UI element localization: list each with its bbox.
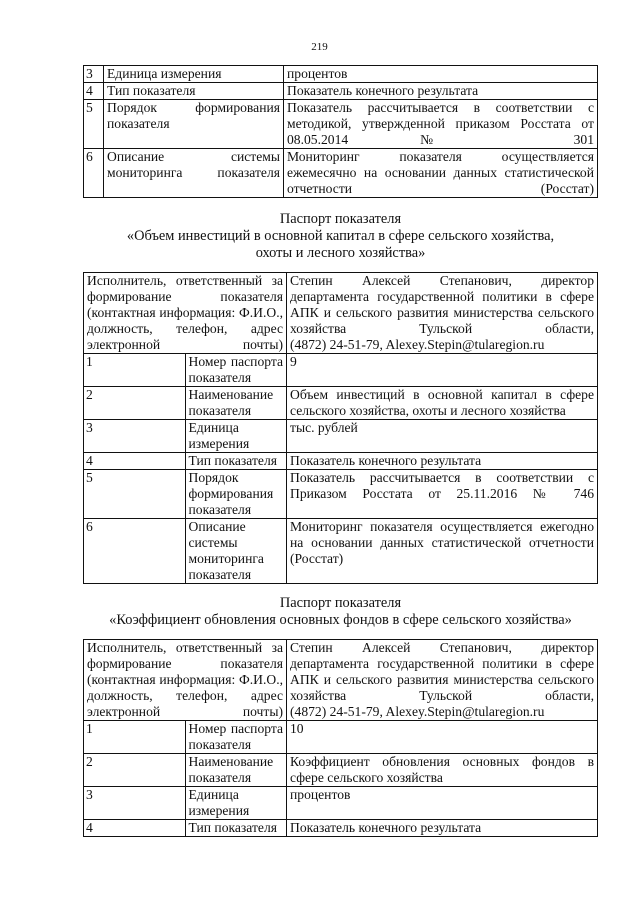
executor-contact: (4872) 24-51-79, Alexey.Stepin@tularegion.ru <box>290 337 545 352</box>
table-row <box>84 787 598 820</box>
row-number: 2 <box>84 387 186 420</box>
table-row <box>84 519 598 584</box>
row-value: Показатель конечного результата <box>287 820 598 837</box>
executor-label: Исполнитель, ответственный за формирование показателя (контактная информация: Ф.И.О., должность, телефон, адрес электронной почты) <box>84 273 287 354</box>
passport-9-heading <box>83 211 598 262</box>
table-row <box>84 83 598 100</box>
row-label: Единица измерения <box>185 787 287 820</box>
passport-9-table <box>83 272 598 584</box>
row-label: Порядок формирования показателя <box>185 470 287 519</box>
heading-line: «Объем инвестиций в основной капитал в сфере сельского хозяйства, <box>126 228 555 244</box>
table-row <box>84 754 598 787</box>
row-value: 9 <box>287 354 598 387</box>
executor-name: Степин Алексей Степанович, директор департамента государственной политики в сфере АПК и сельского развития министерства сельского хозяйства Тульской области, <box>290 640 594 703</box>
row-label: Номер паспорта показателя <box>185 721 287 754</box>
row-label: Описание системы мониторинга показателя <box>185 519 287 584</box>
executor-value <box>287 640 598 721</box>
table-row <box>84 387 598 420</box>
row-number: 6 <box>84 519 186 584</box>
row-label: Тип показателя <box>185 820 287 837</box>
row-label: Описание системы мониторинга показателя <box>104 149 284 198</box>
row-label: Единица измерения <box>185 420 287 453</box>
table-row <box>84 820 598 837</box>
row-value: процентов <box>284 66 598 83</box>
row-value: Мониторинг показателя осуществляется ежемесячно на основании данных статистической отчетности (Росстат) <box>284 149 598 198</box>
passport-10-table <box>83 639 598 837</box>
row-number: 1 <box>84 354 186 387</box>
table-row <box>84 470 598 519</box>
row-value: Объем инвестиций в основной капитал в сфере сельского хозяйства, охоты и лесного хозяйства <box>287 387 598 420</box>
row-label: Тип показателя <box>185 453 287 470</box>
row-number: 3 <box>84 66 104 83</box>
table-row <box>84 66 598 83</box>
row-number: 3 <box>84 787 186 820</box>
row-value: Мониторинг показателя осуществляется ежегодно на основании данных статистической отчетности (Росстат) <box>287 519 598 584</box>
row-number: 5 <box>84 470 186 519</box>
row-value: процентов <box>287 787 598 820</box>
row-label: Порядок формирования показателя <box>104 100 284 149</box>
heading-line: охоты и лесного хозяйства» <box>255 245 426 261</box>
row-number: 6 <box>84 149 104 198</box>
table-row <box>84 420 598 453</box>
row-value: Показатель конечного результата <box>284 83 598 100</box>
row-number: 4 <box>84 83 104 100</box>
executor-label: Исполнитель, ответственный за формирование показателя (контактная информация: Ф.И.О., должность, телефон, адрес электронной почты) <box>84 640 287 721</box>
row-number: 1 <box>84 721 186 754</box>
table-row <box>84 149 598 198</box>
executor-row <box>84 273 598 354</box>
row-value: 10 <box>287 721 598 754</box>
row-label: Единица измерения <box>104 66 284 83</box>
heading-line: Паспорт показателя <box>279 595 402 611</box>
row-label: Наименование показателя <box>185 754 287 787</box>
row-value: Коэффициент обновления основных фондов в сфере сельского хозяйства <box>287 754 598 787</box>
first-table <box>83 65 598 198</box>
heading-line: «Коэффициент обновления основных фондов в сфере сельского хозяйства» <box>109 612 572 628</box>
row-value: Показатель рассчитывается в соответствии с методикой, утвержденной приказом Росстата от 08.05.2014 № 301 <box>284 100 598 149</box>
row-number: 5 <box>84 100 104 149</box>
executor-name: Степин Алексей Степанович, директор департамента государственной политики в сфере АПК и сельского развития министерства сельского хозяйства Тульской области, <box>290 273 594 336</box>
table-row <box>84 721 598 754</box>
table-row <box>84 354 598 387</box>
table-row <box>84 100 598 149</box>
table-row <box>84 453 598 470</box>
row-label: Наименование показателя <box>185 387 287 420</box>
row-value: Показатель конечного результата <box>287 453 598 470</box>
row-value: тыс. рублей <box>287 420 598 453</box>
row-number: 3 <box>84 420 186 453</box>
page-number: 219 <box>311 41 328 53</box>
executor-row <box>84 640 598 721</box>
passport-10-heading <box>83 595 598 629</box>
executor-value <box>287 273 598 354</box>
row-number: 4 <box>84 820 186 837</box>
row-number: 2 <box>84 754 186 787</box>
row-number: 4 <box>84 453 186 470</box>
heading-line: Паспорт показателя <box>279 211 402 227</box>
executor-contact: (4872) 24-51-79, Alexey.Stepin@tularegion.ru <box>290 704 545 719</box>
row-label: Номер паспорта показателя <box>185 354 287 387</box>
row-label: Тип показателя <box>104 83 284 100</box>
row-value: Показатель рассчитывается в соответствии с Приказом Росстата от 25.11.2016 № 746 <box>287 470 598 519</box>
